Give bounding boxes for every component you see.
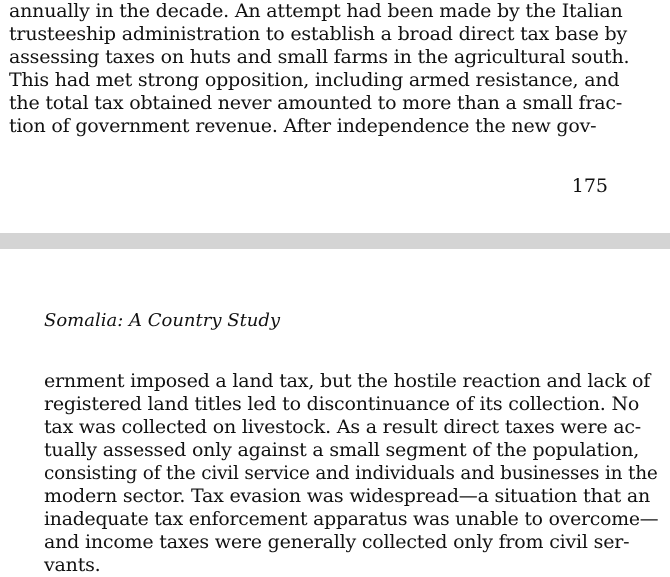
text-line: and income taxes were generally collected only from civil ser- bbox=[44, 531, 630, 553]
text-line: modern sector. Tax evasion was widespread—a situation that an bbox=[44, 485, 651, 507]
text-line: trusteeship administration to establish a broad direct tax base by bbox=[9, 23, 628, 45]
text-line: the total tax obtained never amounted to more than a small frac- bbox=[9, 92, 623, 114]
text-line: This had met strong opposition, including armed resistance, and bbox=[9, 69, 620, 91]
text-line: consisting of the civil service and individuals and businesses in the bbox=[44, 462, 658, 484]
text-line: ernment imposed a land tax, but the hostile reaction and lack of bbox=[44, 370, 651, 392]
page-separator bbox=[0, 233, 670, 249]
text-line: annually in the decade. An attempt had been made by the Italian bbox=[9, 0, 623, 22]
text-line: tion of government revenue. After independence the new gov- bbox=[9, 115, 597, 137]
text-line: inadequate tax enforcement apparatus was unable to overcome— bbox=[44, 508, 659, 530]
text-line: tax was collected on livestock. As a result direct taxes were ac- bbox=[44, 416, 642, 438]
text-line: registered land titles led to discontinuance of its collection. No bbox=[44, 393, 640, 415]
text-line: vants. bbox=[44, 554, 101, 576]
text-line: tually assessed only against a small segment of the population, bbox=[44, 439, 640, 461]
page-175 bbox=[0, 0, 670, 233]
page-176 bbox=[0, 249, 670, 576]
text-line: assessing taxes on huts and small farms in the agricultural south. bbox=[9, 46, 630, 68]
running-head: Somalia: A Country Study bbox=[44, 310, 281, 331]
page-number: 175 bbox=[571, 175, 608, 197]
